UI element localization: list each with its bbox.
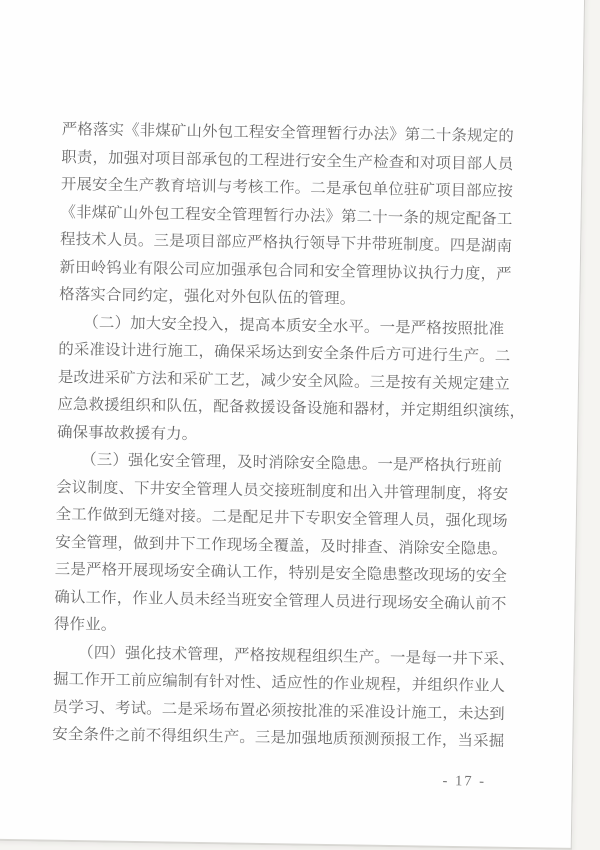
text-line: 得作业。 <box>53 615 117 634</box>
text-line: 程技术人员。三是项目部应严格执行领导下井带班制度。四是湖南 <box>59 230 513 256</box>
text-line: 员学习、考试。二是采场布置必须按批准的采准设计施工，未达到 <box>52 698 505 723</box>
text-line: 全工作做到无缝对接。二是配足井下专职安全管理人员，强化现场 <box>55 505 508 531</box>
text-line: 确认工作，作业人员未经当班安全管理人员进行现场安全确认前不 <box>54 588 507 613</box>
text-line: 格落实合同约定，强化对外包队伍的管理。 <box>59 285 356 308</box>
text-line: 职责，加强对项目部承包的工程进行安全生产检查和对项目部人员 <box>61 148 514 173</box>
text-line: 掘工作开工前应编制有针对性、适应性的作业规程，并组织作业人 <box>53 670 506 696</box>
text-line: 严格落实《非煤矿山外包工程安全管理暂行办法》第二十条规定的 <box>61 120 515 146</box>
text-line: 的采准设计进行施工，确保采场达到安全条件后方可进行生产。二 <box>58 340 511 366</box>
text-line: 会议制度、下井安全管理人员交接班制度和出入井管理制度，将安 <box>56 478 509 503</box>
text-line: 开展安全生产教育培训与考核工作。二是承包单位驻矿项目部应按 <box>60 175 514 201</box>
text-line: 《非煤矿山外包工程安全管理暂行办法》第二十一条的规定配备工 <box>60 203 513 228</box>
document-text <box>52 116 532 790</box>
text-line: 三是严格开展现场安全确认工作，特别是安全隐患整改现场的安全 <box>54 560 508 586</box>
text-line: （四）强化技术管理，严格按规程组织生产。一是每一井下采、 <box>78 643 515 668</box>
text-line: 新田岭钨业有限公司应加强承包合同和安全管理协议执行力度，严 <box>59 258 512 283</box>
text-line: 应急救援组织和队伍，配备救援设备设施和器材，并定期组织演练， <box>57 395 526 421</box>
text-line: （三）强化安全管理，及时消除安全隐患。一是严格执行班前 <box>81 451 503 475</box>
text-line: 安全条件之前不得组织生产。三是加强地质预测预报工作，当采掘 <box>52 725 505 751</box>
page-number: - 17 - <box>442 773 487 790</box>
text-line: 确保事故救援有力。 <box>56 423 198 443</box>
text-line: 安全管理，做到井下工作现场全覆盖，及时排查、消除安全隐患。 <box>55 533 508 558</box>
text-line: 是改进采矿方法和采矿工艺，减少安全风险。三是按有关规定建立 <box>57 368 511 393</box>
text-line: （二）加大安全投入，提高本质安全水平。一是严格按照批准 <box>83 313 505 338</box>
